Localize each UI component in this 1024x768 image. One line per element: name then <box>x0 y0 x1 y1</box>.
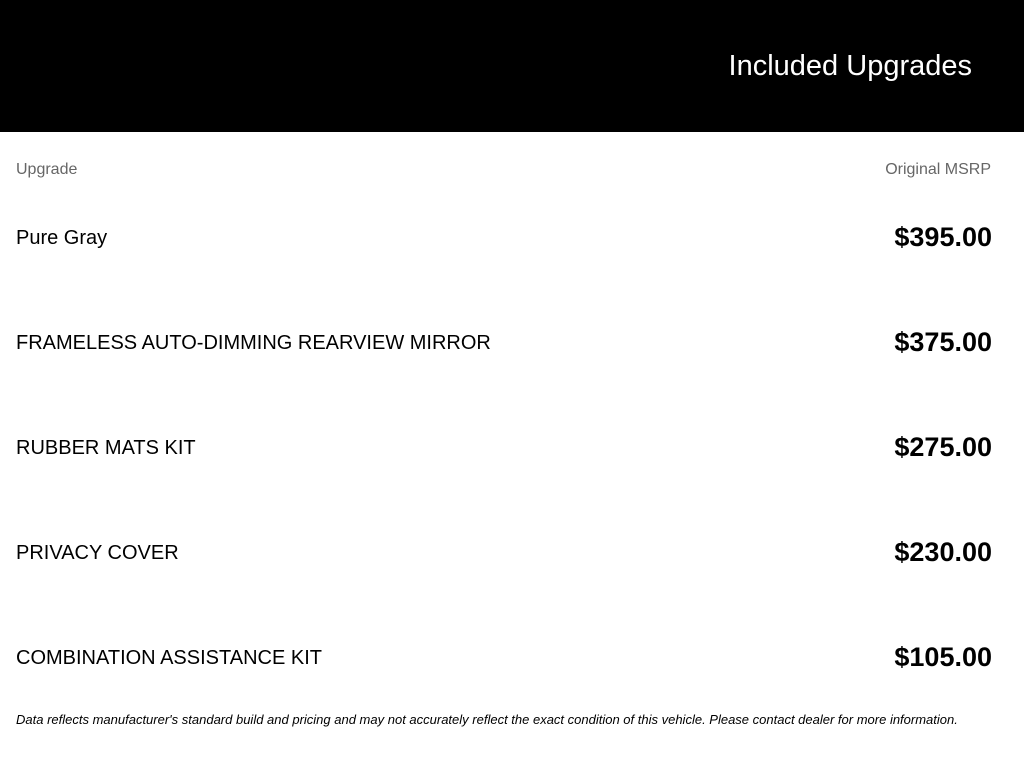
upgrade-price: $395.00 <box>894 222 992 252</box>
column-header-msrp: Original MSRP <box>885 161 991 178</box>
upgrade-name: PRIVACY COVER <box>16 542 179 564</box>
upgrade-row <box>0 638 1024 678</box>
page-title: Included Upgrades <box>728 50 972 82</box>
upgrade-name: RUBBER MATS KIT <box>16 437 196 459</box>
upgrade-name: Pure Gray <box>16 227 108 249</box>
upgrade-name: COMBINATION ASSISTANCE KIT <box>16 647 322 669</box>
disclaimer-footnote: Data reflects manufacturer's standard build and pricing and may not accurately reflect the exact condition of this vehicle. Please contact dealer for more information. <box>16 712 958 727</box>
upgrade-price: $105.00 <box>894 642 992 672</box>
upgrade-price: $275.00 <box>894 432 992 462</box>
upgrade-row <box>0 533 1024 573</box>
upgrade-name: FRAMELESS AUTO-DIMMING REARVIEW MIRROR <box>16 332 491 354</box>
upgrade-row <box>0 428 1024 468</box>
column-header-upgrade: Upgrade <box>16 161 78 178</box>
upgrade-row <box>0 323 1024 363</box>
header-bar <box>0 0 1024 132</box>
upgrade-row <box>0 218 1024 258</box>
upgrade-price: $375.00 <box>894 327 992 357</box>
upgrade-price: $230.00 <box>894 537 992 567</box>
